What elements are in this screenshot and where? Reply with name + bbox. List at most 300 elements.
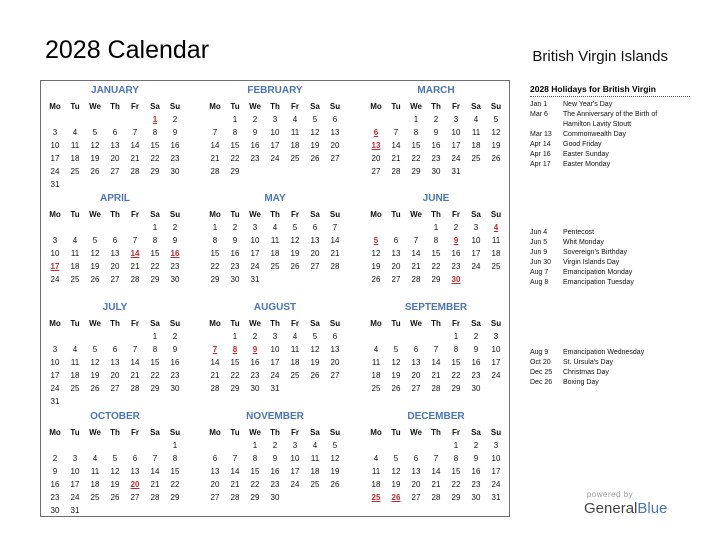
weekday-header: Th — [431, 428, 441, 437]
day-cell: 1 — [232, 115, 238, 124]
holiday-date: Aug 7 — [530, 269, 549, 276]
weekday-header: Sa — [150, 319, 160, 328]
empty-cell — [366, 113, 386, 126]
weekday-header: We — [89, 102, 101, 111]
day-cell: 2 — [252, 115, 258, 124]
holiday-row — [530, 160, 700, 170]
day-cell: 5 — [92, 236, 98, 245]
day-cell: 15 — [150, 249, 160, 258]
day-cell: 29 — [170, 493, 180, 502]
day-cell: 23 — [471, 480, 481, 489]
weekday-header: Th — [270, 428, 280, 437]
weekday-header: We — [410, 319, 422, 328]
day-cell: 28 — [210, 384, 220, 393]
month-name: FEBRUARY — [247, 85, 303, 96]
month-name: JANUARY — [91, 85, 139, 96]
day-cell: 15 — [411, 141, 421, 150]
weekday-header: Fr — [131, 319, 139, 328]
day-cell: 17 — [290, 467, 300, 476]
month-name: MAY — [264, 193, 286, 204]
weekday-header: We — [89, 319, 101, 328]
weekday-header: Su — [490, 102, 502, 111]
holiday-name: Virgin Islands Day — [563, 259, 620, 266]
holiday-name: Emancipation Tuesday — [563, 279, 634, 286]
day-cell: 14 — [330, 236, 340, 245]
day-cell: 18 — [290, 358, 300, 367]
day-cell: 31 — [70, 506, 80, 515]
month-days-grid — [205, 100, 345, 178]
day-cell: 24 — [290, 480, 300, 489]
day-cell: 21 — [330, 249, 340, 258]
day-cell: 22 — [451, 371, 461, 380]
day-cell: 11 — [371, 358, 381, 367]
day-cell: 22 — [230, 154, 240, 163]
month-days-grid — [45, 208, 185, 286]
day-cell: 20 — [411, 371, 421, 380]
weekday-header: Sa — [150, 102, 160, 111]
day-cell: 8 — [152, 345, 158, 354]
day-cell: 6 — [413, 345, 419, 354]
day-cell: 3 — [493, 441, 499, 450]
day-cell: 25 — [70, 275, 80, 284]
weekday-header: Fr — [131, 428, 139, 437]
day-cell: 6 — [393, 236, 399, 245]
day-cell: 6 — [112, 128, 118, 137]
day-cell: 23 — [431, 154, 441, 163]
day-cell: 4 — [72, 128, 78, 137]
day-cell: 4 — [72, 236, 78, 245]
day-cell: 29 — [230, 167, 240, 176]
day-cell: 16 — [431, 141, 441, 150]
day-cell: 9 — [473, 454, 479, 463]
holiday-list-divider — [530, 96, 690, 97]
holiday-row — [530, 100, 700, 110]
holiday-date: Jun 9 — [530, 249, 548, 256]
holiday-day-cell: 17 — [50, 262, 60, 271]
day-cell: 1 — [413, 115, 419, 124]
empty-cell — [105, 113, 125, 126]
holiday-row — [530, 348, 700, 358]
day-cell: 24 — [50, 275, 60, 284]
day-cell: 17 — [270, 358, 280, 367]
holiday-name: Easter Monday — [563, 161, 611, 168]
day-cell: 3 — [453, 115, 459, 124]
day-cell: 2 — [272, 441, 278, 450]
day-cell: 2 — [52, 454, 58, 463]
day-cell: 12 — [310, 345, 320, 354]
holiday-date: Apr 16 — [530, 151, 551, 158]
day-cell: 2 — [172, 115, 178, 124]
month-september — [366, 301, 506, 409]
day-cell: 11 — [491, 236, 501, 245]
empty-cell — [45, 439, 65, 452]
weekday-header: Sa — [310, 428, 320, 437]
day-cell: 20 — [371, 154, 381, 163]
day-cell: 7 — [332, 223, 338, 232]
weekday-header: Mo — [49, 319, 61, 328]
day-cell: 5 — [312, 332, 318, 341]
day-cell: 25 — [290, 154, 300, 163]
day-cell: 28 — [411, 275, 421, 284]
day-cell: 6 — [132, 454, 138, 463]
brand-blue-text: Blue — [637, 500, 668, 517]
weekday-header: Mo — [49, 428, 61, 437]
weekday-header: We — [410, 428, 422, 437]
weekday-header: Mo — [370, 210, 382, 219]
holiday-day-cell: 9 — [252, 345, 258, 354]
day-cell: 15 — [210, 249, 220, 258]
day-cell: 20 — [110, 262, 120, 271]
holiday-name: Emancipation Monday — [563, 269, 633, 276]
day-cell: 13 — [110, 249, 120, 258]
holiday-day-cell: 30 — [451, 275, 461, 284]
empty-cell — [85, 439, 105, 452]
weekday-header: Su — [490, 428, 502, 437]
holiday-day-cell: 25 — [371, 493, 381, 502]
day-cell: 1 — [433, 223, 439, 232]
holiday-row — [530, 368, 700, 378]
day-cell: 24 — [270, 154, 280, 163]
day-cell: 19 — [290, 249, 300, 258]
day-cell: 10 — [270, 128, 280, 137]
month-name: SEPTEMBER — [404, 302, 468, 313]
day-cell: 28 — [210, 167, 220, 176]
day-cell: 11 — [90, 467, 100, 476]
holiday-row — [530, 110, 700, 120]
empty-cell — [406, 439, 426, 452]
day-cell: 6 — [112, 236, 118, 245]
day-cell: 3 — [72, 454, 78, 463]
empty-cell — [65, 221, 85, 234]
day-cell: 18 — [70, 371, 80, 380]
day-cell: 17 — [471, 249, 481, 258]
holiday-name: St. Ursula's Day — [563, 359, 613, 366]
holiday-row — [530, 248, 700, 258]
day-cell: 11 — [371, 467, 381, 476]
day-cell: 28 — [431, 493, 441, 502]
day-cell: 7 — [152, 454, 158, 463]
holiday-name: Boxing Day — [563, 379, 599, 386]
day-cell: 29 — [210, 275, 220, 284]
holiday-date: Jun 4 — [530, 229, 548, 236]
day-cell: 21 — [130, 371, 140, 380]
day-cell: 8 — [232, 128, 238, 137]
day-cell: 14 — [431, 467, 441, 476]
day-cell: 4 — [312, 441, 318, 450]
month-days-grid — [45, 317, 185, 408]
day-cell: 15 — [431, 249, 441, 258]
month-days-grid — [366, 208, 506, 286]
holiday-date: Dec 26 — [530, 379, 553, 386]
day-cell: 18 — [270, 249, 280, 258]
day-cell: 5 — [393, 454, 399, 463]
day-cell: 2 — [232, 223, 238, 232]
day-cell: 26 — [330, 480, 340, 489]
day-cell: 10 — [290, 454, 300, 463]
day-cell: 15 — [170, 467, 180, 476]
empty-cell — [45, 330, 65, 343]
empty-cell — [205, 113, 225, 126]
month-days-grid — [205, 208, 345, 286]
day-cell: 19 — [330, 467, 340, 476]
empty-cell — [125, 113, 145, 126]
day-cell: 22 — [230, 371, 240, 380]
day-cell: 27 — [130, 493, 140, 502]
day-cell: 4 — [72, 345, 78, 354]
month-days-grid — [45, 100, 185, 191]
day-cell: 24 — [491, 480, 501, 489]
day-cell: 11 — [70, 141, 80, 150]
day-cell: 13 — [110, 358, 120, 367]
day-cell: 12 — [491, 128, 501, 137]
day-cell: 19 — [90, 154, 100, 163]
day-cell: 10 — [491, 454, 501, 463]
day-cell: 8 — [212, 236, 218, 245]
day-cell: 30 — [170, 384, 180, 393]
month-days-grid — [45, 426, 185, 517]
day-cell: 25 — [270, 262, 280, 271]
weekday-header: Mo — [370, 428, 382, 437]
day-cell: 10 — [471, 236, 481, 245]
day-cell: 16 — [50, 480, 60, 489]
day-cell: 4 — [272, 223, 278, 232]
day-cell: 4 — [292, 115, 298, 124]
weekday-header: Th — [110, 319, 120, 328]
weekday-header: Tu — [230, 102, 240, 111]
day-cell: 1 — [172, 441, 178, 450]
day-cell: 21 — [411, 262, 421, 271]
day-cell: 16 — [451, 249, 461, 258]
weekday-header: Sa — [471, 210, 481, 219]
month-february — [205, 84, 345, 192]
day-cell: 28 — [391, 167, 401, 176]
weekday-header: Tu — [230, 319, 240, 328]
day-cell: 1 — [252, 441, 258, 450]
day-cell: 27 — [110, 384, 120, 393]
day-cell: 13 — [330, 345, 340, 354]
day-cell: 20 — [310, 249, 320, 258]
month-december — [366, 410, 506, 518]
weekday-header: Th — [431, 319, 441, 328]
weekday-header: Su — [329, 319, 341, 328]
holiday-date: Jun 5 — [530, 239, 548, 246]
day-cell: 20 — [391, 262, 401, 271]
day-cell: 14 — [431, 358, 441, 367]
day-cell: 26 — [290, 262, 300, 271]
empty-cell — [386, 113, 406, 126]
holiday-row — [530, 140, 700, 150]
day-cell: 26 — [491, 154, 501, 163]
day-cell: 5 — [292, 223, 298, 232]
weekday-header: Mo — [209, 319, 221, 328]
day-cell: 25 — [471, 154, 481, 163]
day-cell: 2 — [172, 332, 178, 341]
day-cell: 28 — [431, 384, 441, 393]
weekday-header: Mo — [370, 319, 382, 328]
holiday-row — [530, 228, 700, 238]
generalblue-logo[interactable] — [584, 500, 667, 517]
day-cell: 10 — [270, 345, 280, 354]
weekday-header: Mo — [209, 428, 221, 437]
day-cell: 7 — [132, 236, 138, 245]
day-cell: 12 — [391, 358, 401, 367]
day-cell: 21 — [431, 371, 441, 380]
month-days-grid — [366, 317, 506, 395]
day-cell: 25 — [90, 493, 100, 502]
day-cell: 5 — [493, 115, 499, 124]
day-cell: 15 — [230, 358, 240, 367]
day-cell: 30 — [270, 493, 280, 502]
day-cell: 18 — [491, 249, 501, 258]
holiday-day-cell: 1 — [152, 115, 158, 124]
day-cell: 25 — [491, 262, 501, 271]
day-cell: 20 — [330, 358, 340, 367]
day-cell: 21 — [230, 480, 240, 489]
day-cell: 16 — [250, 141, 260, 150]
month-name: AUGUST — [253, 302, 297, 313]
holiday-name: New Year's Day — [563, 101, 613, 108]
weekday-header: Tu — [391, 319, 401, 328]
day-cell: 21 — [130, 262, 140, 271]
month-april — [45, 192, 185, 300]
day-cell: 3 — [292, 441, 298, 450]
holiday-name: Good Friday — [563, 141, 602, 148]
day-cell: 15 — [451, 467, 461, 476]
empty-cell — [366, 330, 386, 343]
holiday-day-cell: 14 — [130, 249, 140, 258]
country-name: British Virgin Islands — [532, 48, 668, 65]
month-name: MARCH — [417, 85, 455, 96]
weekday-header: We — [410, 210, 422, 219]
day-cell: 5 — [332, 441, 338, 450]
month-name: APRIL — [100, 193, 130, 204]
day-cell: 27 — [330, 154, 340, 163]
day-cell: 15 — [250, 467, 260, 476]
day-cell: 22 — [250, 480, 260, 489]
day-cell: 7 — [393, 128, 399, 137]
holiday-date: Mar 13 — [530, 131, 552, 138]
day-cell: 23 — [270, 480, 280, 489]
day-cell: 15 — [150, 141, 160, 150]
day-cell: 13 — [391, 249, 401, 258]
month-june — [366, 192, 506, 300]
day-cell: 10 — [451, 128, 461, 137]
day-cell: 30 — [170, 167, 180, 176]
day-cell: 20 — [210, 480, 220, 489]
weekday-header: Th — [431, 210, 441, 219]
day-cell: 8 — [453, 345, 459, 354]
holiday-date: Oct 20 — [530, 359, 551, 366]
day-cell: 19 — [90, 262, 100, 271]
day-cell: 26 — [391, 384, 401, 393]
day-cell: 8 — [172, 454, 178, 463]
empty-cell — [105, 330, 125, 343]
day-cell: 9 — [272, 454, 278, 463]
empty-cell — [105, 221, 125, 234]
day-cell: 24 — [270, 371, 280, 380]
weekday-header: Sa — [150, 428, 160, 437]
weekday-header: Tu — [230, 210, 240, 219]
day-cell: 21 — [210, 154, 220, 163]
day-cell: 21 — [130, 154, 140, 163]
day-cell: 11 — [471, 128, 481, 137]
day-cell: 3 — [252, 223, 258, 232]
day-cell: 29 — [150, 275, 160, 284]
month-name: NOVEMBER — [246, 411, 304, 422]
weekday-header: Su — [329, 102, 341, 111]
day-cell: 22 — [150, 262, 160, 271]
day-cell: 4 — [373, 454, 379, 463]
holiday-list-title: 2028 Holidays for British Virgin — [530, 84, 656, 94]
day-cell: 30 — [170, 275, 180, 284]
day-cell: 22 — [210, 262, 220, 271]
day-cell: 24 — [250, 262, 260, 271]
day-cell: 9 — [172, 345, 178, 354]
day-cell: 2 — [473, 332, 479, 341]
day-cell: 29 — [150, 167, 160, 176]
holiday-name: Whit Monday — [563, 239, 604, 246]
day-cell: 21 — [210, 371, 220, 380]
day-cell: 27 — [110, 275, 120, 284]
day-cell: 25 — [290, 371, 300, 380]
holiday-group — [530, 100, 700, 170]
holiday-row — [530, 130, 700, 140]
weekday-header: Sa — [471, 319, 481, 328]
day-cell: 20 — [411, 480, 421, 489]
day-cell: 6 — [212, 454, 218, 463]
day-cell: 12 — [90, 141, 100, 150]
day-cell: 2 — [172, 223, 178, 232]
day-cell: 22 — [150, 154, 160, 163]
weekday-header: Sa — [310, 210, 320, 219]
day-cell: 13 — [411, 358, 421, 367]
day-cell: 30 — [250, 384, 260, 393]
day-cell: 24 — [471, 262, 481, 271]
day-cell: 3 — [493, 332, 499, 341]
day-cell: 16 — [471, 467, 481, 476]
holiday-name: Hamilton Lavity Stoutt — [563, 121, 632, 128]
day-cell: 5 — [112, 454, 118, 463]
holiday-row — [530, 378, 700, 388]
empty-cell — [386, 330, 406, 343]
day-cell: 27 — [210, 493, 220, 502]
day-cell: 16 — [270, 467, 280, 476]
day-cell: 23 — [170, 262, 180, 271]
day-cell: 23 — [170, 371, 180, 380]
holiday-date: Jun 30 — [530, 259, 552, 266]
empty-cell — [426, 330, 446, 343]
day-cell: 8 — [433, 236, 439, 245]
empty-cell — [366, 439, 386, 452]
empty-cell — [65, 113, 85, 126]
day-cell: 26 — [90, 275, 100, 284]
weekday-header: Su — [490, 210, 502, 219]
day-cell: 10 — [250, 236, 260, 245]
day-cell: 7 — [433, 345, 439, 354]
holiday-date: Aug 8 — [530, 279, 549, 286]
day-cell: 30 — [50, 506, 60, 515]
day-cell: 2 — [473, 441, 479, 450]
empty-cell — [205, 330, 225, 343]
weekday-header: Tu — [391, 428, 401, 437]
day-cell: 13 — [411, 467, 421, 476]
weekday-header: Su — [169, 428, 181, 437]
weekday-header: We — [89, 428, 101, 437]
day-cell: 9 — [172, 128, 178, 137]
weekday-header: Tu — [391, 210, 401, 219]
day-cell: 6 — [332, 115, 338, 124]
day-cell: 4 — [92, 454, 98, 463]
